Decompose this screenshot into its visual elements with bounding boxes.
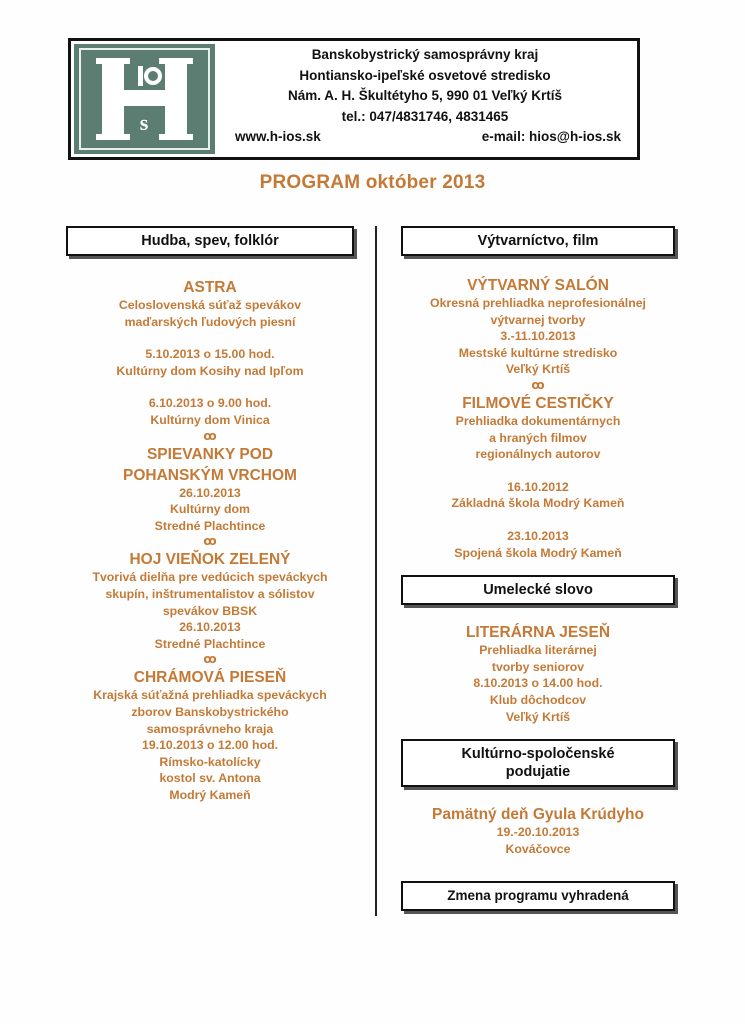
header-text: [219, 45, 631, 153]
event-place: kostol sv. Antona: [159, 771, 261, 786]
event-desc: regionálnych autorov: [475, 447, 601, 462]
right-column: [388, 226, 688, 911]
event-desc: tvorby seniorov: [491, 659, 585, 674]
event-desc: Tvorivá dielňa pre vedúcich speváckych: [92, 570, 328, 585]
event-title-chramova: CHRÁMOVÁ PIESEŇ: [133, 669, 287, 687]
header-phone: tel.: 047/4831746, 4831465: [341, 108, 509, 124]
column-divider: [375, 226, 377, 916]
event-title-filmove: FILMOVÉ CESTIČKY: [462, 394, 614, 412]
hios-logo: [74, 44, 215, 154]
section-social-event: [401, 739, 675, 787]
event-place: Spojená škola Modrý Kameň: [454, 545, 622, 560]
event-place: Stredné Plachtince: [154, 518, 266, 533]
section-music: Hudba, spev, folklór: [66, 226, 354, 256]
section-social-line: podujatie: [505, 764, 571, 781]
section-social-line: Kultúrno-spoločenské: [461, 746, 615, 763]
event-title-literarna: LITERÁRNA JESEŇ: [465, 624, 611, 642]
event-place: Mestské kultúrne stredisko: [458, 345, 618, 360]
event-date: 19.-20.10.2013: [496, 825, 580, 840]
event-place: Modrý Kameň: [169, 787, 251, 802]
event-place: Kultúrny dom Vinica: [150, 412, 270, 427]
event-date: 16.10.2012: [507, 479, 569, 494]
event-title-krudy: Pamätný deň Gyula Krúdyho: [432, 806, 644, 824]
ornament-separator-icon: ꝏ: [203, 652, 217, 667]
header-email[interactable]: e-mail: hios@h-ios.sk: [481, 129, 621, 144]
event-place: Stredné Plachtince: [154, 636, 266, 651]
ornament-separator-icon: ꝏ: [531, 377, 545, 392]
event-desc: spevákov BBSK: [162, 603, 258, 618]
program-change-notice: Zmena programu vyhradená: [401, 881, 675, 911]
ornament-separator-icon: ꝏ: [203, 428, 217, 443]
section-art-film: Výtvarníctvo, film: [401, 226, 675, 256]
event-date: 3.-11.10.2013: [500, 329, 576, 344]
header-box: [68, 38, 640, 160]
event-date: 5.10.2013 o 15.00 hod.: [145, 347, 275, 362]
event-desc: a hraných filmov: [489, 430, 587, 445]
event-date: 6.10.2013 o 9.00 hod.: [148, 396, 272, 411]
event-desc: Krajská súťažná prehliadka speváckych: [93, 688, 327, 703]
event-place: Kultúrny dom: [170, 502, 250, 517]
event-desc: Prehliadka literárnej: [479, 643, 597, 658]
event-date: 19.10.2013 o 12.00 hod.: [141, 738, 279, 753]
event-place: Veľký Krtíš: [505, 709, 571, 724]
event-title-hoj: HOJ VIEŇOK ZELENÝ: [129, 551, 291, 569]
event-title-spievanky: POHANSKÝM VRCHOM: [123, 466, 297, 484]
program-title: PROGRAM október 2013: [259, 172, 486, 193]
event-place: Klub dôchodcov: [489, 692, 587, 707]
event-title-astra: ASTRA: [183, 279, 237, 296]
event-desc: výtvarnej tvorby: [490, 312, 586, 327]
event-date: 23.10.2013: [507, 528, 569, 543]
header-organization: Hontiansko-ipeľské osvetové stredisko: [299, 67, 551, 83]
left-column: [60, 226, 360, 803]
event-desc: Okresná prehliadka neprofesionálnej: [430, 296, 646, 310]
event-place: Rímsko-katolícky: [159, 754, 261, 769]
header-region: Banskobystrický samosprávny kraj: [311, 47, 539, 62]
event-desc: maďarských ľudových piesní: [124, 314, 296, 329]
event-date: 26.10.2013: [179, 620, 241, 635]
event-date: 26.10.2013: [179, 485, 241, 500]
event-desc: samosprávneho kraja: [146, 721, 274, 736]
header-address: Nám. A. H. Škultétyho 5, 990 01 Veľký Krtíš: [287, 88, 563, 103]
event-place: Kováčovce: [505, 841, 571, 856]
header-contact-row: [219, 127, 631, 148]
event-title-salon: VÝTVARNÝ SALÓN: [467, 277, 609, 294]
header-website[interactable]: www.h-ios.sk: [235, 129, 321, 144]
event-desc: zborov Banskobystrického: [131, 704, 289, 719]
event-desc: Celoslovenská súťaž spevákov: [118, 298, 302, 312]
event-place: Základná škola Modrý Kameň: [451, 496, 625, 511]
event-desc: skupín, inštrumentalistov a sólistov: [105, 586, 315, 601]
event-desc: Prehliadka dokumentárnych: [455, 413, 621, 428]
event-date: 8.10.2013 o 14.00 hod.: [473, 676, 603, 691]
event-place: Veľký Krtíš: [505, 362, 571, 377]
event-place: Kultúrny dom Kosihy nad Ipľom: [116, 363, 304, 378]
ornament-separator-icon: ꝏ: [203, 534, 217, 549]
event-title-spievanky: SPIEVANKY POD: [146, 445, 274, 463]
section-artistic-word: Umelecké slovo: [401, 575, 675, 605]
svg-text:s: s: [139, 110, 149, 135]
